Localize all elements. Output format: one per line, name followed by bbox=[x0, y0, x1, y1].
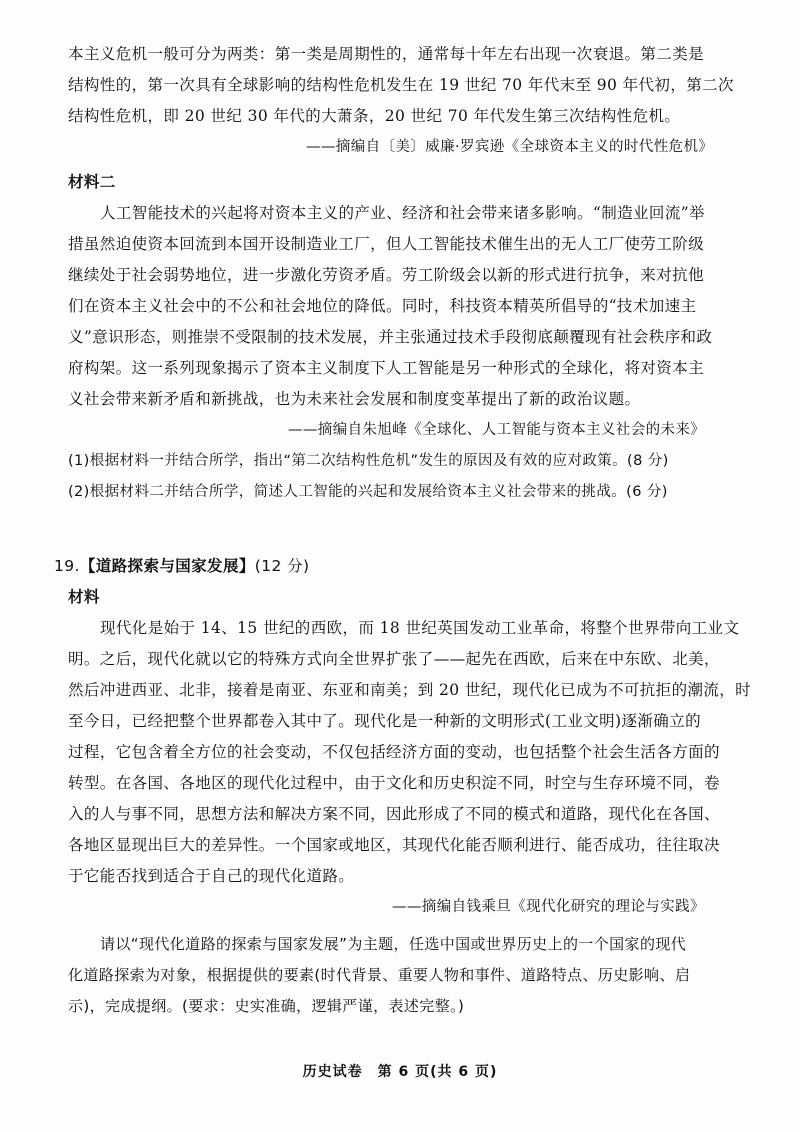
material1-source: ——摘编自〔美〕威廉·罗宾逊《全球资本主义的时代性危机》 bbox=[306, 139, 714, 155]
material1-line-1: 本主义危机一般可分为两类：第一类是周期性的，通常每十年左右出现一次衰退。第二类是 bbox=[68, 45, 705, 63]
q19-line-9: 于它能否找到适合于自己的现代化道路。 bbox=[68, 867, 355, 885]
question-2: (2)根据材料二并结合所学，简述人工智能的兴起和发展给资本主义社会带来的挑战。(6 分) bbox=[68, 484, 668, 500]
q19-material-heading: 材料 bbox=[68, 588, 100, 606]
material1-line-3: 结构性危机，即 20 世纪 30 年代的大萧条，20 世纪 70 年代发生第三次结构性危机。 bbox=[68, 107, 681, 125]
q19-line-1: 现代化是始于 14、15 世纪的西欧，而 18 世纪英国发动工业革命，将整个世界带向工业文 bbox=[100, 619, 740, 637]
q19-line-7: 入的人与事不同，思想方法和解决方案不同，因此形成了不同的模式和道路，现代化在各国、 bbox=[68, 805, 720, 823]
question-19-points: (12 分) bbox=[254, 557, 310, 575]
material2-heading: 材料二 bbox=[68, 173, 116, 191]
material1-line-2: 结构性的，第一次具有全球影响的结构性危机发生在 19 世纪 70 年代末至 90 年代初，第二次 bbox=[68, 76, 734, 94]
question-19-title: 【道路探索与国家发展】 bbox=[79, 557, 255, 575]
q19-line-3: 然后冲进西亚、北非，接着是南亚、东亚和南美；到 20 世纪，现代化已成为不可抗拒的潮流，时 bbox=[68, 681, 752, 699]
material2-line-5: 义”意识形态，则推崇不受限制的技术发展，并主张通过技术手段彻底颠覆现有社会秩序和政 bbox=[68, 328, 713, 346]
question-19-header bbox=[54, 556, 309, 576]
q19-line-8: 各地区显现出巨大的差异性。一个国家或地区，其现代化能否顺利进行、能否成功，往往取决 bbox=[68, 836, 720, 854]
material2-line-7: 义社会带来新矛盾和新挑战，也为未来社会发展和制度变革提出了新的政治议题。 bbox=[68, 390, 641, 408]
material2-line-2: 措虽然迫使资本回流到本国开设制造业工厂，但人工智能技术催生出的无人工厂使劳工阶级 bbox=[68, 235, 705, 253]
q19-prompt-line-2: 化道路探索为对象，根据提供的要素(时代背景、重要人物和事件、道路特点、历史影响、启 bbox=[68, 966, 691, 984]
q19-line-6: 转型。在各国、各地区的现代化过程中，由于文化和历史积淀不同，时空与生存环境不同，卷 bbox=[68, 774, 720, 792]
material2-line-4: 们在资本主义社会中的不公和社会地位的降低。同时，科技资本精英所倡导的“技术加速主 bbox=[68, 297, 697, 315]
material2-line-3: 继续处于社会弱势地位，进一步激化劳资矛盾。劳工阶级会以新的形式进行抗争，来对抗他 bbox=[68, 266, 705, 284]
q19-source: ——摘编自钱乘旦《现代化研究的理论与实践》 bbox=[392, 899, 705, 915]
page-footer: 历史试卷 第 6 页(共 6 页) bbox=[302, 1064, 498, 1080]
question-1: (1)根据材料一并结合所学，指出“第二次结构性危机”发生的原因及有效的应对政策。(8 分) bbox=[68, 453, 669, 469]
q19-line-5: 过程，它包含着全方位的社会变动，不仅包括经济方面的变动，也包括整个社会生活各方面的 bbox=[68, 743, 720, 761]
question-19-number: 19. bbox=[54, 557, 80, 575]
q19-prompt-line-3: 示)，完成提纲。(要求：史实准确，逻辑严谨，表述完整。) bbox=[68, 997, 465, 1015]
q19-prompt-line-1: 请以“现代化道路的探索与国家发展”为主题，任选中国或世界历史上的一个国家的现代 bbox=[100, 935, 687, 953]
material2-line-1: 人工智能技术的兴起将对资本主义的产业、经济和社会带来诸多影响。“制造业回流”举 bbox=[100, 204, 705, 222]
material2-line-6: 府构架。这一系列现象揭示了资本主义制度下人工智能是另一种形式的全球化，将对资本主 bbox=[68, 359, 705, 377]
material2-source: ——摘编自朱旭峰《全球化、人工智能与资本主义社会的未来》 bbox=[288, 422, 706, 438]
q19-line-4: 至今日，已经把整个世界都卷入其中了。现代化是一种新的文明形式(工业文明)逐渐确立的 bbox=[68, 712, 701, 730]
q19-line-2: 明。之后，现代化就以它的特殊方式向全世界扩张了——起先在西欧，后来在中东欧、北美， bbox=[68, 650, 720, 668]
